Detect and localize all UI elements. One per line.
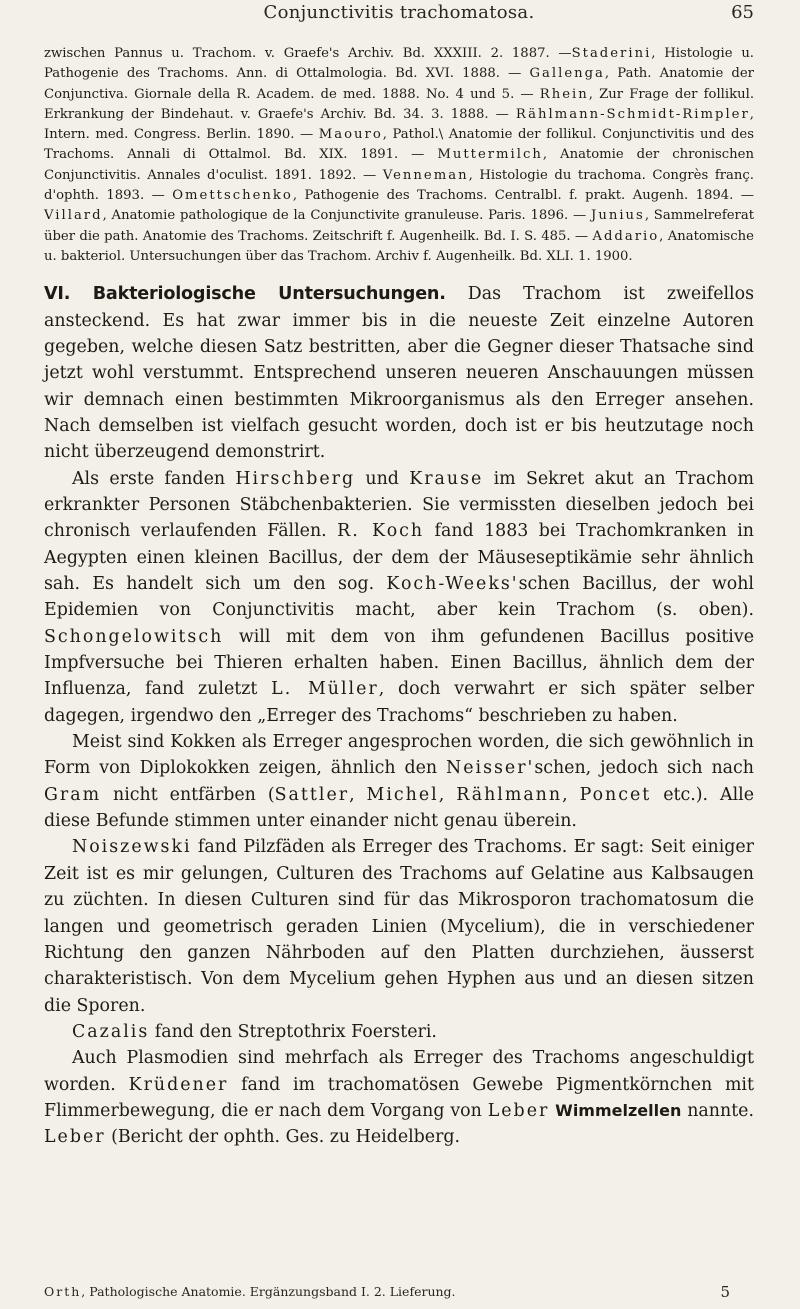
footer-author: Orth	[44, 1284, 82, 1299]
ref-author: Junius	[591, 208, 645, 224]
page-header	[44, 0, 754, 44]
author-name: Leber	[487, 1100, 550, 1121]
literature-references	[44, 44, 754, 267]
paragraph-text: fand Pilzfäden als Erreger des Trachoms. Er sagt: Seit einiger Zeit ist es mir gelungen, Culturen des Trachoms auf Gelatine aus Kalbsaugen zu züchten. In diesen Culturen sind für das Mikrosporon trachomatosum die langen und geometrisch geraden Linien (Mycelium), die in verschiedener Richtung den ganzen Nährboden auf den Platten durchziehen, äusserst charakteristisch. Von dem Mycelium gehen Hyphen aus und an diesen sitzen die Sporen.	[44, 837, 754, 1016]
ref-author: Villard	[44, 208, 103, 224]
paragraph-text: schen, jedoch sich nach	[534, 758, 754, 779]
paragraph-text: Auch Plasmodien sind mehrfach als Erreger des Trachoms angeschuldigt worden.	[44, 1048, 754, 1095]
paragraph-text: (Bericht der ophth. Ges. zu Heidelberg.	[105, 1127, 461, 1148]
ref-author: Staderini	[571, 46, 652, 61]
paragraph-6	[44, 1045, 754, 1150]
ref-text: , Histologie du trachoma. Congrès franç. d'ophth. 1893. —	[44, 167, 754, 204]
author-name: Neisser'	[446, 758, 535, 779]
author-name: Krüdener	[128, 1074, 229, 1095]
paragraph-text: Als erste fanden	[72, 468, 236, 489]
paragraph-1	[44, 281, 754, 465]
ref-author: Maouro	[318, 127, 383, 143]
ref-text: , Pathol.\ Anatomie der follikul. Conjunctivitis und des Trachoms. Annali di Ottalmol. Bd. XIX. 1891. —	[44, 127, 754, 163]
paragraph-4	[44, 834, 754, 1018]
running-title: Conjunctivitis trachomatosa.	[263, 2, 535, 23]
ref-text: , Anatomie der chronischen Conjunctivitis. Annales d'oculist. 1891. 1892. —	[44, 147, 754, 183]
ref-text: , Path. Anatomie der Conjunctiva. Giornale della R. Academ. de med. 1888. No. 4 und 5. —	[44, 66, 754, 102]
paragraph-text: nicht entfärben (	[101, 784, 275, 805]
ref-author: Addario	[592, 228, 660, 244]
ref-author: Muttermilch	[437, 147, 543, 163]
ref-author: Rählmann-Schmidt-Rimpler	[515, 106, 750, 122]
main-text	[44, 281, 754, 1150]
paragraph-text: im Sekret akut an Trachom erkrankter Personen Stäbchenbakterien. Sie vermissten dieselben jedoch bei chronisch verlaufenden Fällen.	[44, 468, 754, 542]
author-name: Schongelowitsch	[44, 626, 224, 647]
author-name: Cazalis	[72, 1021, 150, 1042]
paragraph-text: Das Trachom ist zweifellos ansteckend. Es hat zwar immer bis in die neueste Zeit einzelne Autoren gegeben, welche diesen Satz bestritten, aber die Gegner dieser Thatsache sind jetzt wohl verstummt. Entsprechend unseren neueren Anschauungen müssen wir demnach einen bestimmten Mikroorganismus als den Erreger ansehen. Nach demselben ist vielfach gesucht worden, doch ist er bis heutzutage noch nicht überzeugend demonstrirt.	[44, 284, 755, 463]
paragraph-text: und	[355, 468, 410, 489]
page-footer	[44, 1284, 730, 1299]
author-name: Koch-Weeks'	[386, 574, 519, 595]
paragraph-text: nannte.	[681, 1100, 755, 1121]
paragraph-text: Meist sind Kokken als Erreger angesprochen worden, die sich gewöhnlich in Form von Diplokokken zeigen, ähnlich den	[44, 732, 754, 779]
keyword: Wimmelzellen	[555, 1100, 682, 1120]
ref-text: zwischen Pannus u. Trachom. v. Graefe's Archiv. Bd. XXXIII. 2. 1887. —	[44, 46, 572, 61]
paragraph-text: fand 1883 bei Trachomkranken in Aegypten einen kleinen Bacillus, der dem der Mäuseseptikämie sehr ähnlich sah. Es handelt sich um den sog.	[44, 521, 754, 595]
ref-text: , Anatomische u. bakteriol. Untersuchungen über das Trachom. Archiv f. Augenheilk. Bd. XLI. 1. 1900.	[44, 228, 754, 264]
paragraph-text: fand im trachomatösen Gewebe Pigmentkörnchen mit Flimmerbewegung, die er nach dem Vorgang von	[44, 1074, 754, 1121]
author-name: R. Koch	[337, 521, 425, 542]
paragraph-text: ,	[349, 784, 367, 805]
ref-author: Omettschenko	[172, 188, 293, 204]
paragraph-text: fand den Streptothrix Foersteri.	[149, 1021, 437, 1042]
author-name: Rählmann	[456, 784, 563, 805]
ref-text: , Sammelreferat über die path. Anatomie des Trachoms. Zeitschrift f. Augenheilk. Bd. I. S. 485. —	[44, 208, 754, 244]
page-number: 65	[731, 2, 754, 23]
paragraph-text: ,	[438, 784, 457, 805]
author-name: Sattler	[274, 784, 350, 805]
paragraph-text: will mit dem von ihm gefundenen Bacillus positive Impfversuche bei Thieren erhalten haben. Einen Bacillus, ähnlich dem der Influenza, fand zuletzt	[44, 626, 754, 700]
author-name: L. Müller	[271, 679, 379, 700]
footer-text: , Pathologische Anatomie. Ergänzungsband I. 2. Lieferung.	[81, 1284, 456, 1299]
ref-author: Venneman	[382, 167, 469, 183]
author-name: Noiszewski	[72, 837, 192, 858]
paragraph-text: ,	[562, 784, 580, 805]
ref-text: , Anatomie pathologique de la Conjunctivite granuleuse. Paris. 1896. —	[102, 208, 587, 224]
section-heading: VI. Bakteriologische Untersuchungen.	[44, 284, 446, 305]
paragraph-text: , doch verwahrt er sich später selber dagegen, irgendwo den „Erreger des Trachoms“ beschrieben zu haben.	[44, 679, 755, 726]
author-name: Michel	[366, 784, 439, 805]
author-name: Hirschberg	[235, 468, 356, 489]
author-name: Krause	[409, 468, 484, 489]
ref-author: Rhein	[539, 86, 589, 102]
paragraph-5	[44, 1019, 754, 1045]
paragraph-2	[44, 466, 754, 729]
ref-text: , Intern. med. Congress. Berlin. 1890. —	[44, 106, 754, 143]
signature-mark: 5	[720, 1283, 730, 1301]
ref-text: , Pathogenie des Trachoms. Centralbl. f. prakt. Augenh. 1894. —	[292, 188, 754, 204]
paragraph-text: etc.). Alle diese Befunde stimmen unter einander nicht genau überein.	[44, 784, 754, 832]
ref-author: Gallenga	[529, 66, 605, 82]
paragraph-text: schen Bacillus, der wohl Epidemien von Conjunctivitis macht, aber kein Trachom (s. oben).	[44, 574, 754, 621]
ref-text: , Zur Frage der follikul. Erkrankung der Bindehaut. v. Graefe's Archiv. Bd. 34. 3. 1888. —	[44, 86, 755, 122]
paragraph-3	[44, 729, 754, 834]
author-name: Gram	[44, 784, 102, 805]
author-name: Leber	[44, 1127, 106, 1148]
ref-text: , Histologie u. Pathogenie des Trachoms. Ann. di Ottalmologia. Bd. XVI. 1888. —	[44, 46, 755, 82]
author-name: Poncet	[579, 784, 652, 805]
